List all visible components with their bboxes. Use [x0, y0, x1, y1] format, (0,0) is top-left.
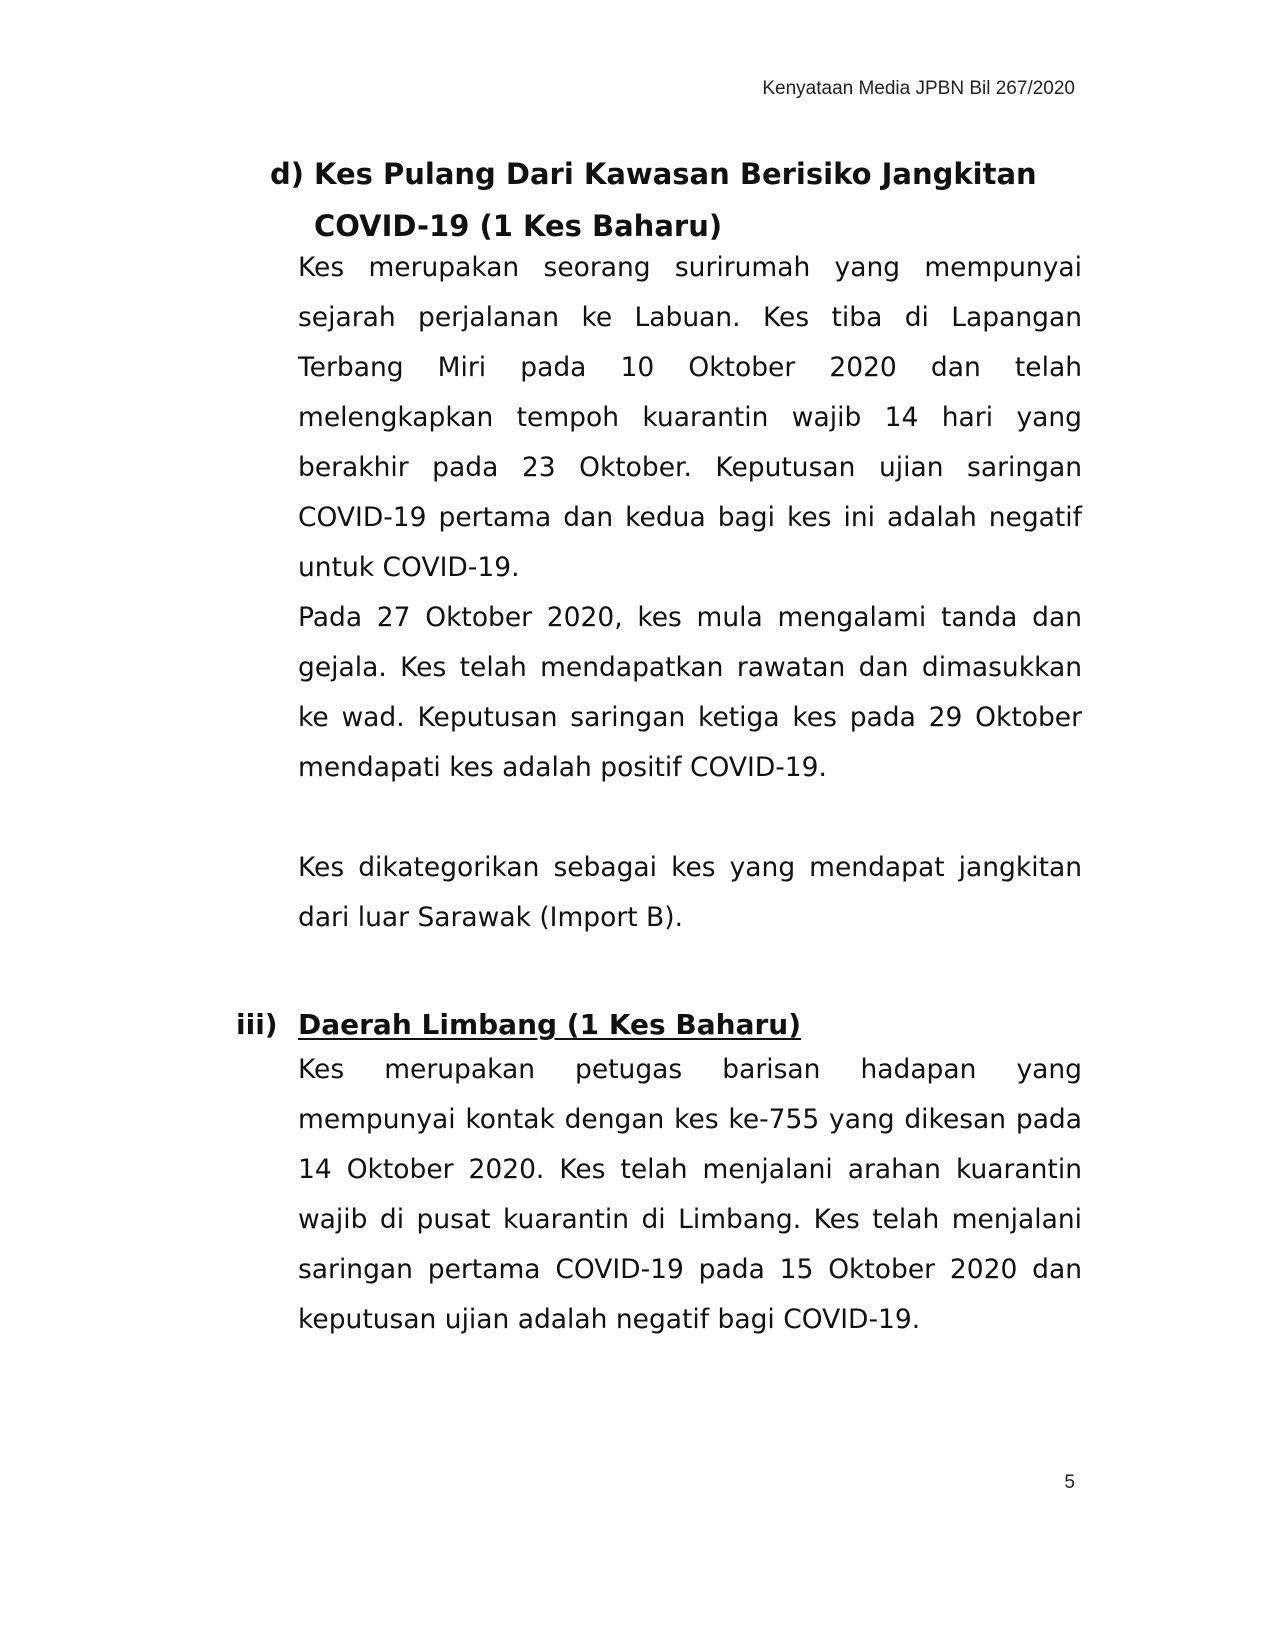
section-iii-marker: iii) — [236, 1008, 278, 1041]
section-iii-heading — [236, 1000, 801, 1050]
section-d-marker: d) — [270, 157, 305, 191]
section-iii-title: Daerah Limbang (1 Kes Baharu) — [298, 1008, 802, 1041]
section-d-paragraph-1: Kes merupakan seorang surirumah yang mempunyai sejarah perjalanan ke Labuan. Kes tiba di Lapangan Terbang Miri pada 10 Oktober 2020 dan telah melengkapkan tempoh kuarantin wajib 14 hari yang berakhir pada 23 Oktober. Keputusan ujian saringan COVID-19 pertama dan kedua bagi kes ini adalah negatif untuk COVID-19. — [298, 252, 1082, 583]
section-d-paragraph-2: Pada 27 Oktober 2020, kes mula mengalami tanda dan gejala. Kes telah mendapatkan rawatan dan dimasukkan ke wad. Keputusan saringan ketiga kes pada 29 Oktober mendapati kes adalah positif COVID-19. — [298, 602, 1082, 783]
document-reference: Kenyataan Media JPBN Bil 267/2020 — [762, 78, 1075, 99]
section-d — [270, 148, 1080, 252]
section-d-heading — [270, 148, 1080, 252]
section-iii-paragraph-1: Kes merupakan petugas barisan hadapan yang mempunyai kontak dengan kes ke-755 yang dikesan pada 14 Oktober 2020. Kes telah menjalani arahan kuarantin wajib di pusat kuarantin di Limbang. Kes telah menjalani saringan pertama COVID-19 pada 15 Oktober 2020 dan keputusan ujian adalah negatif bagi COVID-19. — [298, 1054, 1082, 1335]
page-number: 5 — [1064, 1472, 1075, 1493]
section-d-paragraph-3: Kes dikategorikan sebagai kes yang mendapat jangkitan dari luar Sarawak (Import B). — [298, 852, 1082, 933]
section-d-title: Kes Pulang Dari Kawasan Berisiko Jangkitan COVID-19 (1 Kes Baharu) — [314, 157, 1037, 243]
